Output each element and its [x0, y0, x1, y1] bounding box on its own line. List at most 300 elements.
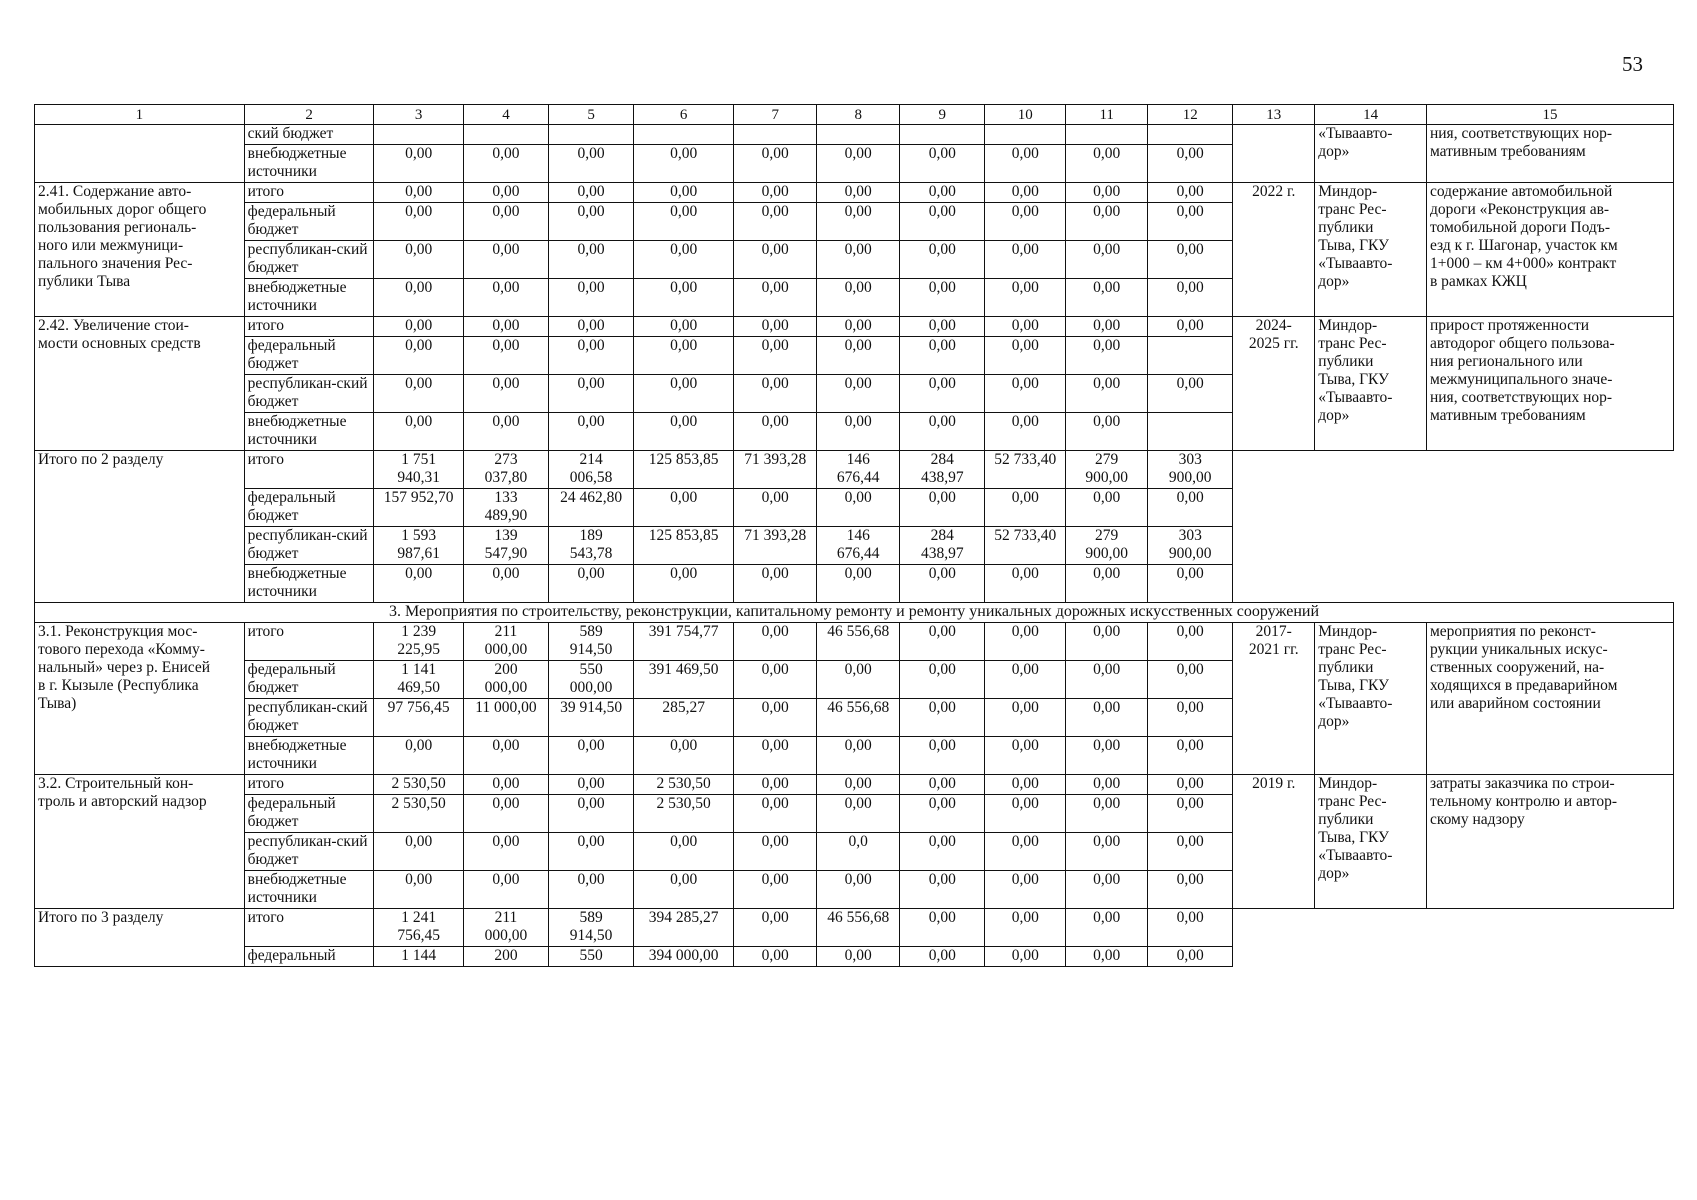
- amount-value: 0,00: [463, 279, 548, 317]
- amount-value: 0,00: [463, 737, 548, 775]
- column-number: 7: [734, 105, 817, 125]
- amount-value: 0,00: [817, 183, 900, 203]
- amount-value: 0,00: [734, 623, 817, 661]
- amount-value: 0,00: [463, 413, 548, 451]
- amount-value: 0,00: [817, 337, 900, 375]
- amount-value: 0,00: [900, 145, 985, 183]
- carry-row: [35, 125, 1674, 145]
- funding-source: республикан-ский бюджет: [244, 527, 374, 565]
- column-number-row: [35, 105, 1674, 125]
- m242-row: [35, 317, 1674, 337]
- amount-value: 0,00: [634, 413, 734, 451]
- amount-value: 211 000,00: [463, 909, 548, 947]
- amount-value: 0,00: [549, 279, 634, 317]
- amount-value: 0,00: [1148, 947, 1233, 967]
- total2-row: [35, 451, 1674, 489]
- amount-value: 0,00: [900, 183, 985, 203]
- empty-area: [1233, 909, 1674, 967]
- funding-source: внебюджетные источники: [244, 871, 374, 909]
- measure-name: 2.42. Увеличение стои- мости основных средств: [35, 317, 245, 451]
- amount-value: 0,00: [1066, 871, 1148, 909]
- amount-value: 0,00: [817, 203, 900, 241]
- amount-value: 0,00: [817, 871, 900, 909]
- column-number: 11: [1066, 105, 1148, 125]
- funding-source: федеральный бюджет: [244, 489, 374, 527]
- amount-value: 46 556,68: [817, 699, 900, 737]
- amount-value: 0,00: [985, 241, 1066, 279]
- amount-value: 146 676,44: [817, 527, 900, 565]
- column-number: 13: [1233, 105, 1315, 125]
- amount-value: 200 000,00: [463, 661, 548, 699]
- amount-value: 125 853,85: [634, 451, 734, 489]
- amount-value: 0,00: [1066, 375, 1148, 413]
- amount-value: 0,00: [900, 947, 985, 967]
- amount-value: 0,00: [734, 775, 817, 795]
- amount-value: 0,00: [1066, 947, 1148, 967]
- amount-value: 0,00: [634, 871, 734, 909]
- amount-value: 0,00: [985, 795, 1066, 833]
- measure-name: 2.41. Содержание авто- мобильных дорог общего пользования региональ- ного или межмуници- пального значения Рес- публики Тыва: [35, 183, 245, 317]
- amount-value: 0,00: [734, 947, 817, 967]
- amount-value: 1 144: [374, 947, 463, 967]
- amount-value: 0,00: [985, 375, 1066, 413]
- column-number: 6: [634, 105, 734, 125]
- amount-value: 0,00: [985, 833, 1066, 871]
- amount-value: 0,00: [985, 183, 1066, 203]
- amount-value: 0,00: [1148, 279, 1233, 317]
- amount-value: 550: [549, 947, 634, 967]
- amount-value: 0,00: [634, 279, 734, 317]
- amount-value: 0,00: [463, 337, 548, 375]
- amount-value: 0,00: [900, 241, 985, 279]
- amount-value: 0,00: [549, 145, 634, 183]
- implementation-period: 2022 г.: [1233, 183, 1315, 317]
- amount-value: 0,00: [900, 203, 985, 241]
- amount-value: 0,00: [900, 317, 985, 337]
- amount-value: 0,00: [900, 737, 985, 775]
- amount-value: 0,00: [985, 947, 1066, 967]
- implementation-period: 2024- 2025 гг.: [1233, 317, 1315, 451]
- amount-value: 0,00: [1148, 833, 1233, 871]
- amount-value: 0,00: [549, 775, 634, 795]
- implementation-period: 2019 г.: [1233, 775, 1315, 909]
- amount-value: 0,00: [1148, 699, 1233, 737]
- amount-value: 0,00: [817, 145, 900, 183]
- amount-value: 0,00: [374, 183, 463, 203]
- amount-value: 0,00: [900, 565, 985, 603]
- amount-value: 211 000,00: [463, 623, 548, 661]
- amount-value: 1 239 225,95: [374, 623, 463, 661]
- amount-value: 0,00: [374, 375, 463, 413]
- amount-value: 52 733,40: [985, 527, 1066, 565]
- implementation-period: 2017- 2021 гг.: [1233, 623, 1315, 775]
- amount-value: 0,00: [549, 795, 634, 833]
- amount-value: 52 733,40: [985, 451, 1066, 489]
- amount-value: 303 900,00: [1148, 527, 1233, 565]
- amount-value: 0,00: [1148, 145, 1233, 183]
- amount-value: 0,00: [985, 565, 1066, 603]
- amount-value: 0,00: [374, 203, 463, 241]
- amount-value: 0,00: [549, 183, 634, 203]
- amount-value: 279 900,00: [1066, 451, 1148, 489]
- column-number: 2: [244, 105, 374, 125]
- amount-value: 0,00: [1066, 661, 1148, 699]
- amount-value: 0,00: [985, 337, 1066, 375]
- amount-value: 0,00: [1148, 909, 1233, 947]
- amount-value: 39 914,50: [549, 699, 634, 737]
- amount-value: 394 285,27: [634, 909, 734, 947]
- amount-value: 284 438,97: [900, 527, 985, 565]
- amount-value: 0,00: [734, 699, 817, 737]
- amount-value: [374, 125, 463, 145]
- amount-value: 0,00: [900, 375, 985, 413]
- amount-value: 0,00: [549, 317, 634, 337]
- amount-value: 0,00: [900, 661, 985, 699]
- program-table-sheet: [34, 104, 1674, 967]
- amount-value: 0,00: [900, 623, 985, 661]
- amount-value: 279 900,00: [1066, 527, 1148, 565]
- funding-table: [34, 104, 1674, 967]
- amount-value: 0,00: [1148, 871, 1233, 909]
- amount-value: 394 000,00: [634, 947, 734, 967]
- funding-source: итого: [244, 775, 374, 795]
- measure-name: 3.1. Реконструкция мос- тового перехода «Комму- нальный» через р. Енисей в г. Кызыле (Республика Тыва): [35, 623, 245, 775]
- amount-value: 0,00: [634, 489, 734, 527]
- amount-value: 0,00: [817, 413, 900, 451]
- amount-value: 391 469,50: [634, 661, 734, 699]
- funding-source: федеральный бюджет: [244, 795, 374, 833]
- expected-result: прирост протяженности автодорог общего пользова- ния регионального или межмуниципального значе- ния, соответствующих нор- мативным требованиям: [1426, 317, 1673, 451]
- responsible-executor: Миндор- транс Рес- публики Тыва, ГКУ «Тываавто- дор»: [1315, 317, 1427, 451]
- amount-value: 0,00: [985, 737, 1066, 775]
- funding-source: итого: [244, 183, 374, 203]
- amount-value: [900, 125, 985, 145]
- amount-value: 0,00: [900, 699, 985, 737]
- amount-value: 2 530,50: [634, 775, 734, 795]
- amount-value: 1 593 987,61: [374, 527, 463, 565]
- measure-name: Итого по 3 разделу: [35, 909, 245, 967]
- amount-value: 0,00: [549, 871, 634, 909]
- empty-area: [1233, 451, 1674, 603]
- amount-value: 285,27: [634, 699, 734, 737]
- amount-value: 0,00: [734, 375, 817, 413]
- amount-value: 0,00: [985, 661, 1066, 699]
- amount-value: 157 952,70: [374, 489, 463, 527]
- amount-value: 0,00: [1066, 909, 1148, 947]
- amount-value: 0,00: [549, 337, 634, 375]
- funding-source: итого: [244, 623, 374, 661]
- amount-value: 0,00: [734, 909, 817, 947]
- column-number: 12: [1148, 105, 1233, 125]
- amount-value: 0,00: [900, 833, 985, 871]
- expected-result: содержание автомобильной дороги «Реконструкция ав- томобильной дороги Подъ- езд к г. Шагонар, участок км 1+000 – км 4+000» контракт в рамках КЖЦ: [1426, 183, 1673, 317]
- funding-source: федеральный бюджет: [244, 203, 374, 241]
- amount-value: 0,00: [817, 489, 900, 527]
- amount-value: 0,00: [463, 833, 548, 871]
- amount-value: 0,0: [817, 833, 900, 871]
- amount-value: 0,00: [1066, 183, 1148, 203]
- amount-value: 2 530,50: [634, 795, 734, 833]
- amount-value: 0,00: [374, 145, 463, 183]
- amount-value: 0,00: [1066, 623, 1148, 661]
- amount-value: 0,00: [1148, 317, 1233, 337]
- amount-value: 0,00: [1066, 795, 1148, 833]
- amount-value: 200: [463, 947, 548, 967]
- amount-value: 0,00: [549, 241, 634, 279]
- amount-value: 0,00: [374, 737, 463, 775]
- amount-value: 0,00: [817, 947, 900, 967]
- column-number: 9: [900, 105, 985, 125]
- implementation-period: [1233, 125, 1315, 183]
- m241-row: [35, 183, 1674, 203]
- amount-value: 146 676,44: [817, 451, 900, 489]
- amount-value: 0,00: [900, 795, 985, 833]
- amount-value: 0,00: [463, 203, 548, 241]
- amount-value: [549, 125, 634, 145]
- funding-source: итого: [244, 451, 374, 489]
- amount-value: 0,00: [817, 775, 900, 795]
- measure-name: 3.2. Строительный кон- троль и авторский надзор: [35, 775, 245, 909]
- amount-value: 0,00: [463, 145, 548, 183]
- responsible-executor: Миндор- транс Рес- публики Тыва, ГКУ «Тываавто- дор»: [1315, 623, 1427, 775]
- amount-value: 391 754,77: [634, 623, 734, 661]
- amount-value: 0,00: [985, 145, 1066, 183]
- funding-source: федеральный бюджет: [244, 337, 374, 375]
- amount-value: 0,00: [549, 737, 634, 775]
- amount-value: 0,00: [1066, 241, 1148, 279]
- amount-value: 0,00: [900, 871, 985, 909]
- section-3-title-row: [35, 603, 1674, 623]
- amount-value: 0,00: [985, 413, 1066, 451]
- amount-value: [1148, 413, 1233, 451]
- amount-value: 0,00: [374, 565, 463, 603]
- amount-value: 71 393,28: [734, 527, 817, 565]
- amount-value: [1148, 337, 1233, 375]
- amount-value: [1148, 125, 1233, 145]
- funding-source: федеральный: [244, 947, 374, 967]
- amount-value: 0,00: [1148, 375, 1233, 413]
- amount-value: 0,00: [1066, 203, 1148, 241]
- amount-value: 0,00: [734, 833, 817, 871]
- amount-value: 97 756,45: [374, 699, 463, 737]
- amount-value: 589 914,50: [549, 623, 634, 661]
- amount-value: 0,00: [985, 203, 1066, 241]
- amount-value: 0,00: [734, 795, 817, 833]
- page-number: 53: [1622, 52, 1643, 76]
- amount-value: 0,00: [985, 317, 1066, 337]
- amount-value: 550 000,00: [549, 661, 634, 699]
- amount-value: 0,00: [634, 737, 734, 775]
- section-title: 3. Мероприятия по строительству, реконструкции, капитальному ремонту и ремонту уникальных дорожных искусственных сооружений: [35, 603, 1674, 623]
- amount-value: 0,00: [817, 737, 900, 775]
- expected-result: ния, соответствующих нор- мативным требованиям: [1426, 125, 1673, 183]
- amount-value: 273 037,80: [463, 451, 548, 489]
- amount-value: 0,00: [817, 279, 900, 317]
- amount-value: 303 900,00: [1148, 451, 1233, 489]
- amount-value: 0,00: [985, 489, 1066, 527]
- amount-value: 0,00: [1066, 145, 1148, 183]
- amount-value: 0,00: [549, 203, 634, 241]
- amount-value: [463, 125, 548, 145]
- amount-value: 0,00: [817, 661, 900, 699]
- amount-value: 0,00: [374, 241, 463, 279]
- amount-value: 0,00: [1148, 565, 1233, 603]
- amount-value: 0,00: [463, 871, 548, 909]
- amount-value: 2 530,50: [374, 775, 463, 795]
- amount-value: 0,00: [634, 833, 734, 871]
- amount-value: 0,00: [734, 737, 817, 775]
- amount-value: 0,00: [463, 375, 548, 413]
- amount-value: 0,00: [734, 317, 817, 337]
- amount-value: 133 489,90: [463, 489, 548, 527]
- funding-source: итого: [244, 317, 374, 337]
- funding-source: республикан-ский бюджет: [244, 241, 374, 279]
- m32-row: [35, 775, 1674, 795]
- amount-value: 0,00: [549, 413, 634, 451]
- amount-value: 0,00: [985, 623, 1066, 661]
- amount-value: 0,00: [1066, 317, 1148, 337]
- funding-source: внебюджетные источники: [244, 565, 374, 603]
- amount-value: 0,00: [985, 909, 1066, 947]
- funding-source: внебюджетные источники: [244, 413, 374, 451]
- funding-source: республикан-ский бюджет: [244, 833, 374, 871]
- amount-value: 0,00: [900, 413, 985, 451]
- amount-value: 0,00: [900, 489, 985, 527]
- amount-value: 0,00: [734, 413, 817, 451]
- amount-value: 0,00: [463, 775, 548, 795]
- amount-value: 0,00: [463, 183, 548, 203]
- amount-value: 0,00: [817, 795, 900, 833]
- amount-value: 0,00: [1148, 775, 1233, 795]
- amount-value: [634, 125, 734, 145]
- amount-value: 2 530,50: [374, 795, 463, 833]
- amount-value: 0,00: [634, 183, 734, 203]
- amount-value: 125 853,85: [634, 527, 734, 565]
- amount-value: 0,00: [817, 565, 900, 603]
- amount-value: 0,00: [1148, 183, 1233, 203]
- funding-source: республикан-ский бюджет: [244, 375, 374, 413]
- amount-value: 0,00: [463, 795, 548, 833]
- responsible-executor: Миндор- транс Рес- публики Тыва, ГКУ «Тываавто- дор»: [1315, 775, 1427, 909]
- amount-value: 0,00: [1066, 413, 1148, 451]
- amount-value: 0,00: [463, 565, 548, 603]
- amount-value: 0,00: [734, 565, 817, 603]
- amount-value: 0,00: [634, 565, 734, 603]
- amount-value: 0,00: [900, 775, 985, 795]
- amount-value: 0,00: [1066, 775, 1148, 795]
- amount-value: 0,00: [634, 317, 734, 337]
- amount-value: 0,00: [1148, 623, 1233, 661]
- column-number: 1: [35, 105, 245, 125]
- amount-value: 0,00: [1066, 337, 1148, 375]
- total3-row: [35, 909, 1674, 947]
- amount-value: 0,00: [374, 337, 463, 375]
- amount-value: 0,00: [817, 375, 900, 413]
- amount-value: 46 556,68: [817, 909, 900, 947]
- responsible-executor: «Тываавто- дор»: [1315, 125, 1427, 183]
- amount-value: 0,00: [1148, 737, 1233, 775]
- amount-value: 0,00: [634, 203, 734, 241]
- funding-source: ский бюджет: [244, 125, 374, 145]
- amount-value: 0,00: [1066, 699, 1148, 737]
- amount-value: 0,00: [900, 337, 985, 375]
- amount-value: 46 556,68: [817, 623, 900, 661]
- amount-value: 0,00: [734, 661, 817, 699]
- amount-value: 0,00: [1148, 203, 1233, 241]
- amount-value: 0,00: [734, 203, 817, 241]
- amount-value: 0,00: [1148, 661, 1233, 699]
- amount-value: 0,00: [549, 565, 634, 603]
- amount-value: 0,00: [1066, 279, 1148, 317]
- amount-value: 0,00: [634, 337, 734, 375]
- amount-value: 0,00: [374, 833, 463, 871]
- amount-value: 0,00: [463, 241, 548, 279]
- amount-value: 0,00: [900, 909, 985, 947]
- column-number: 3: [374, 105, 463, 125]
- funding-source: внебюджетные источники: [244, 737, 374, 775]
- funding-source: внебюджетные источники: [244, 145, 374, 183]
- amount-value: 0,00: [734, 145, 817, 183]
- amount-value: 0,00: [1066, 565, 1148, 603]
- amount-value: [734, 125, 817, 145]
- amount-value: 284 438,97: [900, 451, 985, 489]
- amount-value: 0,00: [1148, 489, 1233, 527]
- funding-source: внебюджетные источники: [244, 279, 374, 317]
- column-number: 15: [1426, 105, 1673, 125]
- amount-value: 0,00: [634, 375, 734, 413]
- amount-value: 0,00: [817, 317, 900, 337]
- amount-value: 139 547,90: [463, 527, 548, 565]
- amount-value: 0,00: [734, 871, 817, 909]
- amount-value: 0,00: [549, 375, 634, 413]
- amount-value: 0,00: [1066, 833, 1148, 871]
- amount-value: 0,00: [374, 871, 463, 909]
- amount-value: 0,00: [1066, 737, 1148, 775]
- m31-row: [35, 623, 1674, 661]
- amount-value: 589 914,50: [549, 909, 634, 947]
- column-number: 5: [549, 105, 634, 125]
- amount-value: 214 006,58: [549, 451, 634, 489]
- amount-value: 0,00: [985, 871, 1066, 909]
- amount-value: [985, 125, 1066, 145]
- amount-value: 11 000,00: [463, 699, 548, 737]
- responsible-executor: Миндор- транс Рес- публики Тыва, ГКУ «Тываавто- дор»: [1315, 183, 1427, 317]
- amount-value: 0,00: [549, 833, 634, 871]
- amount-value: 1 241 756,45: [374, 909, 463, 947]
- amount-value: 0,00: [985, 699, 1066, 737]
- amount-value: 0,00: [734, 489, 817, 527]
- amount-value: 71 393,28: [734, 451, 817, 489]
- funding-source: итого: [244, 909, 374, 947]
- amount-value: 0,00: [1148, 241, 1233, 279]
- column-number: 10: [985, 105, 1066, 125]
- expected-result: затраты заказчика по строи- тельному контролю и автор- скому надзору: [1426, 775, 1673, 909]
- amount-value: 0,00: [817, 241, 900, 279]
- amount-value: 0,00: [634, 145, 734, 183]
- amount-value: 0,00: [463, 317, 548, 337]
- amount-value: 0,00: [634, 241, 734, 279]
- amount-value: 0,00: [734, 241, 817, 279]
- amount-value: 0,00: [374, 317, 463, 337]
- column-number: 14: [1315, 105, 1427, 125]
- column-number: 8: [817, 105, 900, 125]
- amount-value: 0,00: [734, 337, 817, 375]
- amount-value: 1 141 469,50: [374, 661, 463, 699]
- amount-value: [817, 125, 900, 145]
- amount-value: 0,00: [734, 279, 817, 317]
- amount-value: 0,00: [1148, 795, 1233, 833]
- amount-value: 0,00: [374, 279, 463, 317]
